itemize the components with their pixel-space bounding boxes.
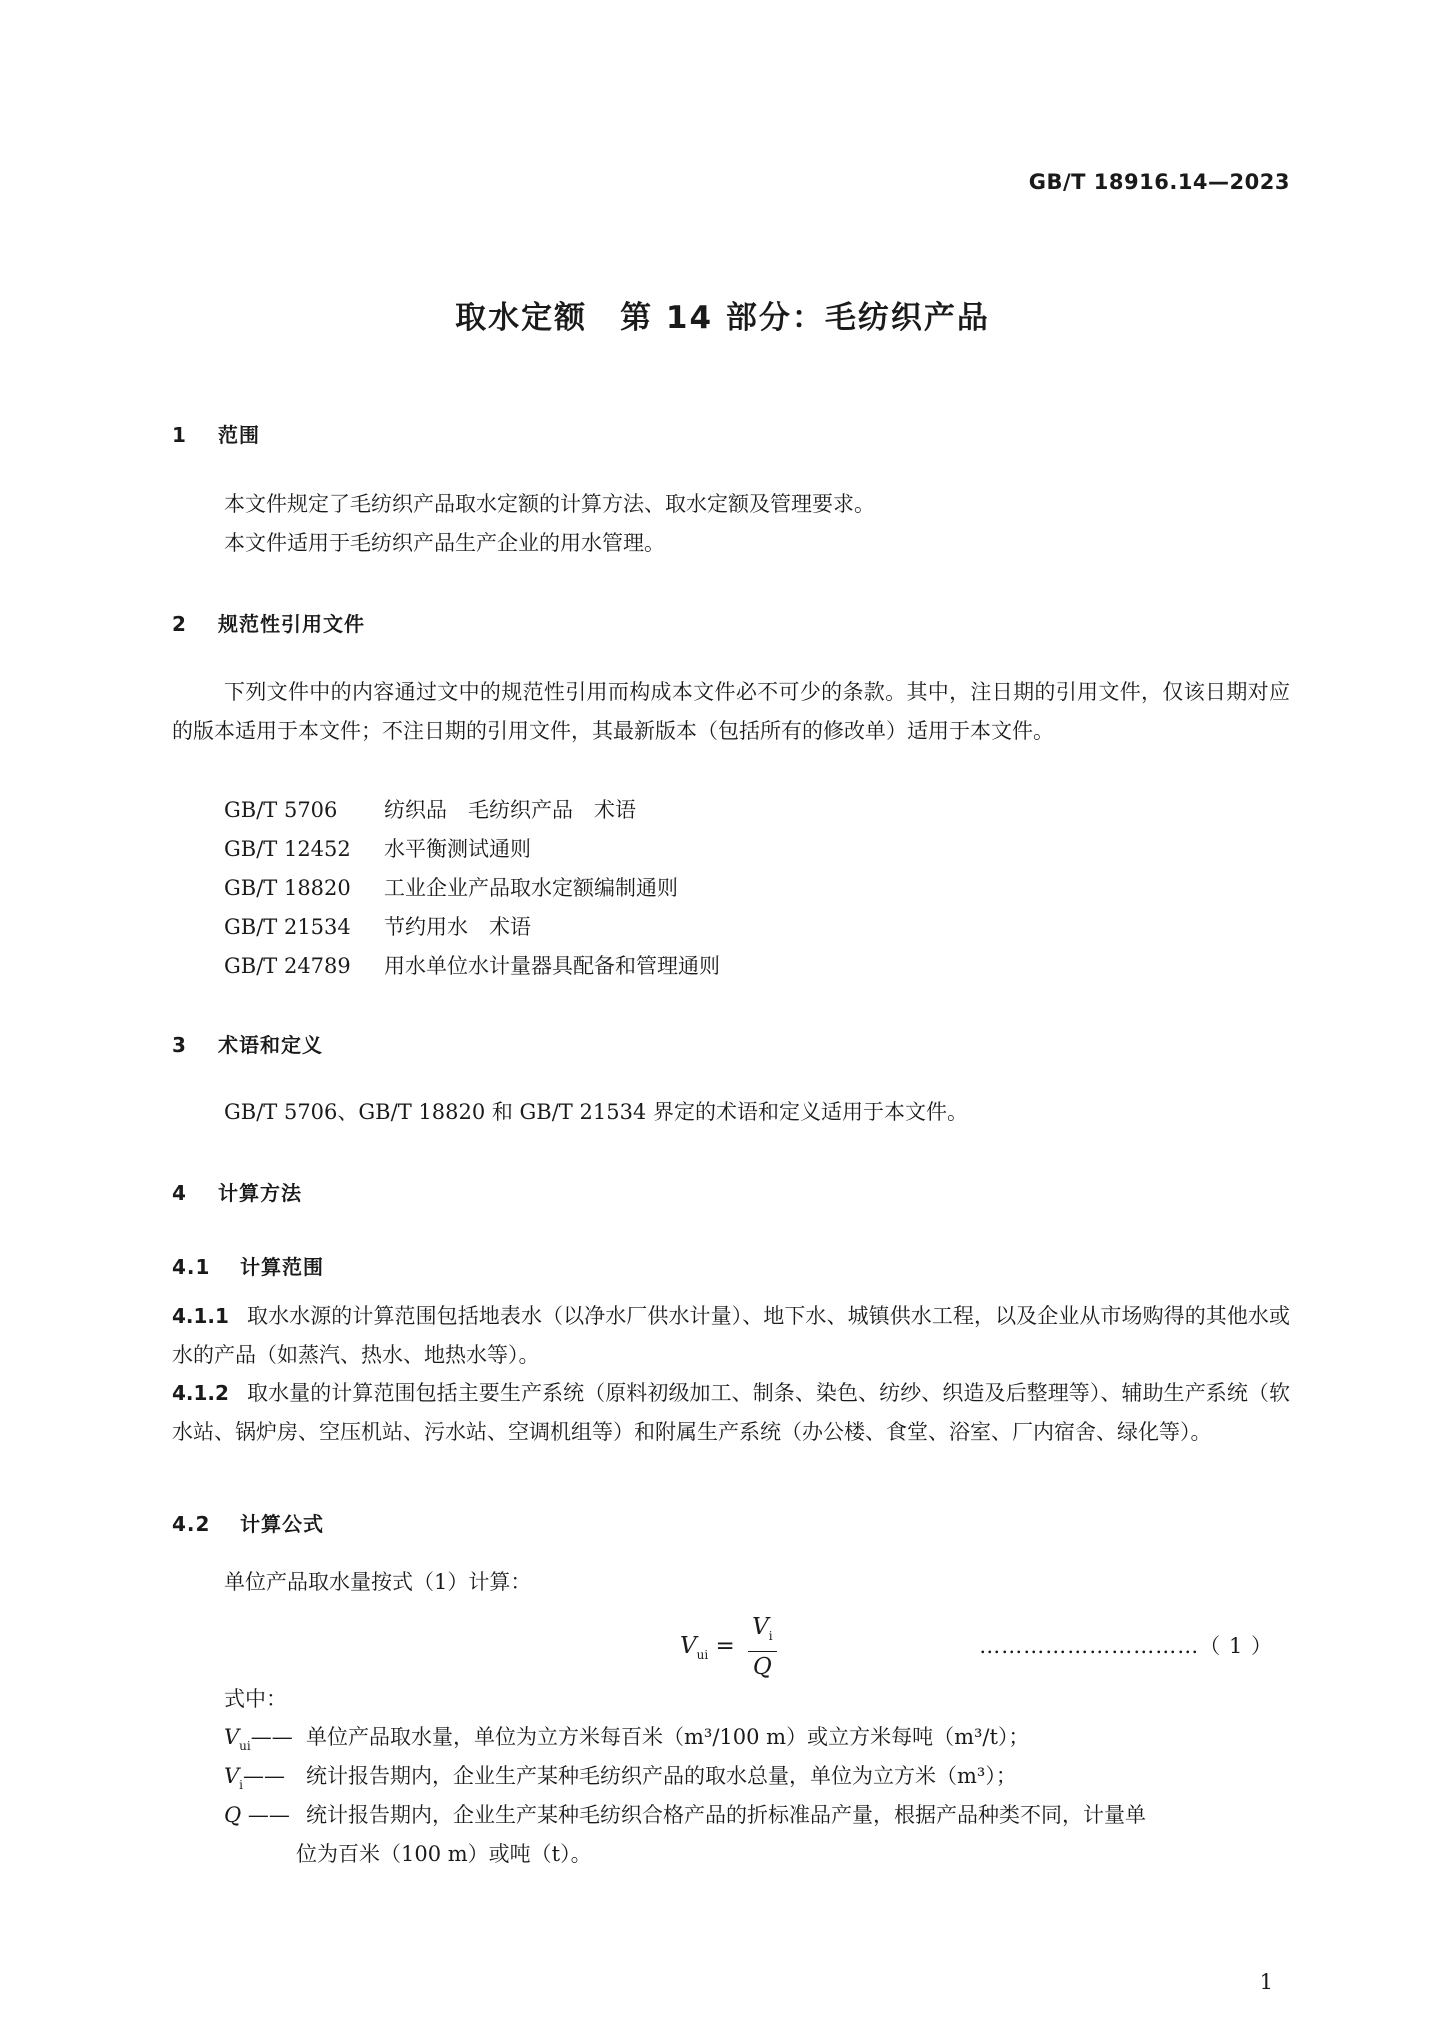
clause-4-1-1 <box>172 1297 1290 1375</box>
page-number: 1 <box>1259 1970 1273 1994</box>
reference-item <box>224 911 531 941</box>
section-number: 2 <box>172 612 187 636</box>
formula-1 <box>680 1612 777 1682</box>
formula-lhs-subscript: ui <box>696 1648 709 1662</box>
clause-number: 4.1.1 <box>172 1304 229 1328</box>
section-3-heading <box>172 1029 323 1058</box>
variable-symbol: V <box>224 1725 240 1749</box>
reference-title: 工业企业产品取水定额编制通则 <box>384 876 678 900</box>
formula-lhs: V <box>680 1633 697 1659</box>
clause-text: 取水水源的计算范围包括地表水（以净水厂供水计量）、地下水、城镇供水工程，以及企业从市场购得的其他水或水的产品（如蒸汽、热水、地热水等）。 <box>172 1304 1290 1367</box>
variable-definition: Q —— 统计报告期内，企业生产某种毛纺织合格产品的折标准品产量，根据产品种类不同，计量单 位为百米（100 m）或吨（t）。 <box>224 1796 1290 1874</box>
reference-item <box>224 794 636 824</box>
section-title: 术语和定义 <box>217 1033 323 1057</box>
section-4-heading <box>172 1177 302 1206</box>
section-title: 计算方法 <box>217 1181 302 1205</box>
formula-lead: 单位产品取水量按式（1）计算： <box>224 1570 532 1594</box>
section-2-heading <box>172 608 365 637</box>
section-4-1-heading <box>172 1251 324 1280</box>
variable-symbol: Q <box>224 1803 242 1827</box>
variable-definition: $V_{ui}——$ 单位产品取水量，单位为立方米每百米（m³/100 m）或立方米每吨（m³/t）； <box>224 1725 1030 1753</box>
variable-description-continued: 位为百米（100 m）或吨（t）。 <box>296 1842 592 1866</box>
reference-code: GB/T 21534 <box>224 915 351 939</box>
section-number: 4.1 <box>172 1255 211 1279</box>
formula-equals: = <box>715 1633 735 1659</box>
reference-code: GB/T 5706 <box>224 798 338 822</box>
scope-paragraph-2: 本文件适用于毛纺织产品生产企业的用水管理。 <box>224 531 665 555</box>
formula-number: …………………………（ 1 ） <box>979 1634 1273 1658</box>
reference-item <box>224 872 678 902</box>
reference-item <box>224 950 720 980</box>
reference-title: 节约用水 术语 <box>384 915 531 939</box>
section-title: 计算公式 <box>239 1512 324 1536</box>
section-4-2-heading <box>172 1508 324 1537</box>
where-label: 式中： <box>224 1687 287 1711</box>
document-title: 取水定额 第 14 部分：毛纺织产品 <box>455 300 990 336</box>
section-title: 范围 <box>217 423 260 447</box>
section-1-heading <box>172 419 260 448</box>
formula-numerator: $V_i$ <box>748 1612 776 1652</box>
clause-text: 取水量的计算范围包括主要生产系统（原料初级加工、制条、染色、纺纱、织造及后整理等）、辅助生产系统（软水站、锅炉房、空压机站、污水站、空调机组等）和附属生产系统（办公楼、食堂、浴室、厂内宿舍、绿化等）。 <box>172 1381 1290 1444</box>
terms-paragraph: GB/T 5706、GB/T 18820 和 GB/T 21534 界定的术语和定义适用于本文件。 <box>224 1100 968 1124</box>
reference-code: GB/T 18820 <box>224 876 351 900</box>
reference-title: 纺织品 毛纺织产品 术语 <box>384 798 636 822</box>
reference-title: 水平衡测试通则 <box>384 837 531 861</box>
section-number: 4.2 <box>172 1512 211 1536</box>
references-intro: 下列文件中的内容通过文中的规范性引用而构成本文件必不可少的条款。其中，注日期的引用文件，仅该日期对应的版本适用于本文件；不注日期的引用文件，其最新版本（包括所有的修改单）适用于本文件。 <box>172 680 1290 743</box>
reference-code: GB/T 24789 <box>224 954 351 978</box>
reference-item <box>224 833 531 863</box>
section-number: 3 <box>172 1033 187 1057</box>
formula-fraction <box>748 1612 776 1682</box>
formula-denominator: Q <box>752 1654 772 1680</box>
standard-code: GB/T 18916.14—2023 <box>1028 170 1290 194</box>
clause-4-1-2 <box>172 1374 1290 1452</box>
section-number: 4 <box>172 1181 187 1205</box>
section-title: 计算范围 <box>239 1255 324 1279</box>
variable-description: 统计报告期内，企业生产某种毛纺织合格产品的折标准品产量，根据产品种类不同，计量单 <box>306 1803 1146 1827</box>
reference-code: GB/T 12452 <box>224 837 351 861</box>
reference-title: 用水单位水计量器具配备和管理通则 <box>384 954 720 978</box>
section-number: 1 <box>172 423 187 447</box>
variable-symbol: V <box>224 1764 240 1788</box>
variable-description: 统计报告期内，企业生产某种毛纺织产品的取水总量，单位为立方米（m³）； <box>306 1764 1017 1788</box>
section-title: 规范性引用文件 <box>217 612 365 636</box>
variable-description: 单位产品取水量，单位为立方米每百米（m³/100 m）或立方米每吨（m³/t）； <box>306 1725 1030 1749</box>
scope-paragraph-1: 本文件规定了毛纺织产品取水定额的计算方法、取水定额及管理要求。 <box>224 492 875 516</box>
clause-number: 4.1.2 <box>172 1381 229 1405</box>
variable-definition: $V_i——$ 统计报告期内，企业生产某种毛纺织产品的取水总量，单位为立方米（m³）； <box>224 1764 1017 1792</box>
